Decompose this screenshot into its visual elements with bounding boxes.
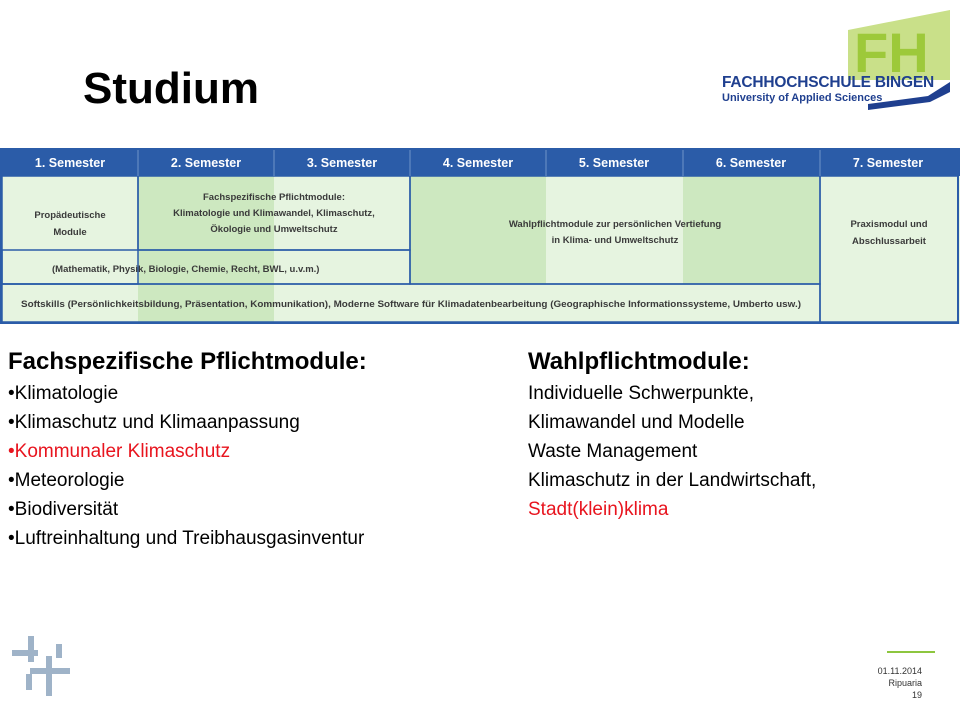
praxis-line-1: Praxismodul und [850, 219, 928, 230]
footer-author: Ripuaria [888, 678, 922, 688]
list-item-highlight: •Kommunaler Klimaschutz [8, 441, 231, 462]
list-item: Klimawandel und Modelle [528, 412, 745, 433]
wahlpflicht-line-2: in Klima- und Umweltschutz [551, 235, 679, 246]
fachspezifisch-line-1: Fachspezifische Pflichtmodule: [203, 192, 345, 203]
wahlpflicht-line-1: Wahlpflichtmodule zur persönlichen Vertiefung [508, 219, 722, 230]
semester-1-label: 1. Semester [34, 156, 106, 170]
left-heading: Fachspezifische Pflichtmodule: [8, 348, 367, 375]
list-item-highlight: Stadt(klein)klima [528, 499, 669, 520]
fachspezifisch-line-2: Klimatologie und Klimawandel, Klimaschutz, [173, 208, 375, 219]
semester-2-label: 2. Semester [170, 156, 242, 170]
list-item: •Luftreinhaltung und Treibhausgasinventur [8, 528, 365, 549]
grundlagen-text: (Mathematik, Physik, Biologie, Chemie, Recht, BWL, u.v.m.) [52, 264, 320, 275]
footer-date: 01.11.2014 [877, 666, 922, 676]
semester-6-label: 6. Semester [715, 156, 787, 170]
list-item: Individuelle Schwerpunkte, [528, 383, 755, 404]
softskills-text: Softskills (Persönlichkeitsbildung, Präsentation, Kommunikation), Moderne Software für Klimadatenbearbeitung (Geographische Informationssysteme, Umberto usw.) [21, 299, 801, 310]
semester-5-label: 5. Semester [578, 156, 650, 170]
page-number: 19 [911, 690, 922, 700]
praxis-line-2: Abschlussarbeit [852, 236, 926, 247]
list-item: Waste Management [528, 441, 698, 462]
right-column [528, 345, 816, 524]
logo-subtitle: University of Applied Sciences [722, 92, 883, 104]
propaedeutic-line-2: Module [53, 227, 87, 238]
curriculum-table [0, 148, 960, 324]
logo-name: FACHHOCHSCHULE BINGEN [722, 74, 934, 91]
list-item: •Klimaschutz und Klimaanpassung [8, 412, 300, 433]
semester-7-label: 7. Semester [852, 156, 924, 170]
slide-title: Studium [83, 64, 259, 113]
fachspezifisch-line-3: Ökologie und Umweltschutz [210, 224, 338, 235]
footer-meta [878, 665, 922, 701]
propaedeutic-line-1: Propädeutische [34, 210, 106, 221]
footer-logo-icon [12, 636, 72, 696]
semester-3-label: 3. Semester [306, 156, 378, 170]
semester-4-label: 4. Semester [442, 156, 514, 170]
logo-letters: FH [854, 21, 929, 84]
list-item: Klimaschutz in der Landwirtschaft, [528, 470, 817, 491]
list-item: •Biodiversität [8, 499, 119, 520]
list-item: •Klimatologie [8, 383, 119, 404]
footer-accent-line [887, 651, 935, 653]
list-item: •Meteorologie [8, 470, 125, 491]
left-column [8, 345, 367, 553]
right-heading: Wahlpflichtmodule: [528, 348, 750, 375]
